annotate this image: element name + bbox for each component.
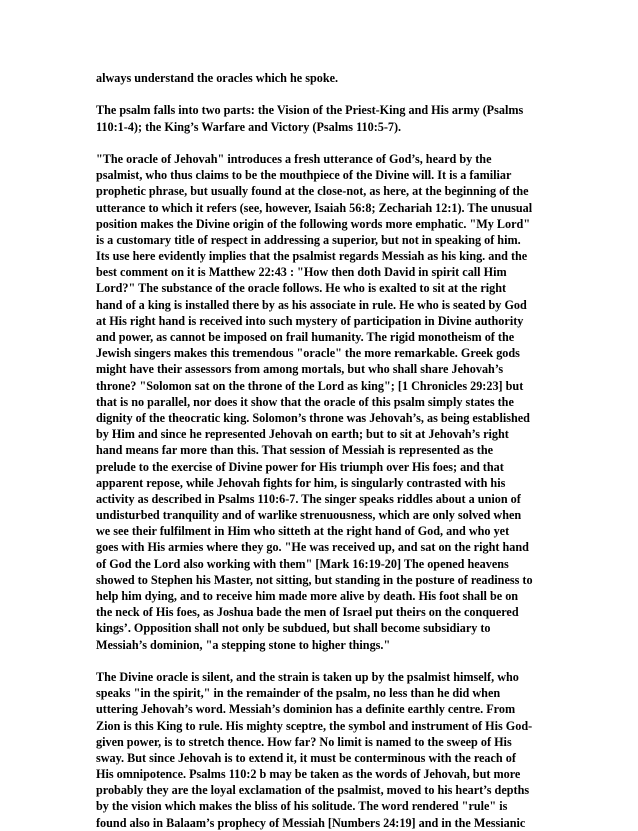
- text-line: "The oracle of Jehovah" introduces a fresh utterance of God’s, heard by the: [96, 151, 492, 166]
- text-line: dignity of the theocratic king. Solomon’s throne was Jehovah’s, as being established: [96, 410, 530, 425]
- text-line: Lord?" The substance of the oracle follows. He who is exalted to sit at the right: [96, 281, 507, 296]
- text-line: throne? "Solomon sat on the throne of the Lord as king"; [1 Chronicles 29:23] but: [96, 378, 524, 393]
- text-line: His omnipotence. Psalms 110:2 b may be taken as the words of Jehovah, but more: [96, 767, 521, 782]
- text-line: hand means far more than this. That session of Messiah is represented as the: [96, 443, 494, 458]
- text-line: kings’. Opposition shall not only be subdued, but shall become subsidiary to: [96, 621, 491, 636]
- text-line: the neck of His foes, as Joshua bade the men of Israel put theirs on the conquered: [96, 605, 519, 620]
- text-line: probably they are the loyal exclamation of the psalmist, moved to his heart’s depths: [96, 783, 530, 798]
- text-line: is a customary title of respect in addressing a superior, but not in speaking of him.: [96, 232, 521, 247]
- text-line: Zion is this King to rule. His mighty sceptre, the symbol and instrument of His God-: [96, 718, 533, 733]
- text-line: always understand the oracles which he spoke.: [96, 71, 339, 85]
- paragraph: [96, 102, 548, 134]
- text-line: Its use here evidently implies that the psalmist regards Messiah as his king. and the: [96, 249, 528, 264]
- text-line: sway. But since Jehovah is to extend it, it must be conterminous with the reach of: [96, 750, 516, 765]
- text-line: of God the Lord also working with them" [Mark 16:19-20] The opened heavens: [96, 556, 509, 571]
- text-line: The Divine oracle is silent, and the strain is taken up by the psalmist himself, who: [96, 669, 519, 684]
- text-line: showed to Stephen his Master, not sitting, but standing in the posture of readiness to: [96, 572, 533, 587]
- text-line: might have their assessors from among mortals, but who shall share Jehovah’s: [96, 362, 504, 377]
- document-page: [96, 70, 548, 831]
- text-line: Jewish singers makes this tremendous "oracle" the more remarkable. Greek gods: [96, 346, 520, 361]
- text-line: activity as described in Psalms 110:6-7. The singer speaks riddles about a union of: [96, 491, 521, 506]
- text-line: best comment on it is Matthew 22:43 : "How then doth David in spirit call Him: [96, 265, 507, 280]
- text-line: given power, is to stretch thence. How far? No limit is named to the sweep of His: [96, 734, 512, 749]
- text-line: and power, as cannot be imposed on frail humanity. The rigid monotheism of the: [96, 330, 515, 344]
- text-line: psalmist, who thus claims to be the mouthpiece of the Divine will. It is a familiar: [96, 168, 512, 183]
- text-line: we see their fulfilment in Him who sitteth at the right hand of God, and who yet: [96, 524, 510, 539]
- text-line: help him dying, and to receive him made more alive by death. His foot shall be on: [96, 589, 519, 603]
- text-line: found also in Balaam’s prophecy of Messiah [Numbers 24:19] and in the Messianic: [96, 815, 526, 830]
- text-line: goes with His armies where they go. "He was received up, and sat on the right hand: [96, 540, 529, 555]
- text-line: prelude to the exercise of Divine power for His triumph over His foes; and that: [96, 459, 504, 474]
- text-line: position makes the Divine origin of the following words more emphatic. "My Lord": [96, 216, 531, 231]
- paragraph: [96, 151, 548, 653]
- text-line: at His right hand is received into such mystery of participation in Divine authority: [96, 313, 524, 328]
- text-line: by the vision which makes the bliss of his solitude. The word rendered "rule" is: [96, 799, 508, 814]
- paragraph-gap: [96, 653, 548, 669]
- text-line: The psalm falls into two parts: the Vision of the Priest-King and His army (Psalms: [96, 103, 524, 118]
- text-line: apparent repose, while Jehovah fights for him, is singularly contrasted with his: [96, 475, 506, 490]
- paragraph: [96, 70, 548, 86]
- text-line: by Him and since he represented Jehovah on earth; but to sit at Jehovah’s right: [96, 427, 509, 442]
- text-line: prophetic phrase, but usually found at the close-not, as here, at the beginning of the: [96, 184, 529, 199]
- text-line: uttering Jehovah’s word. Messiah’s dominion has a definite earthly centre. From: [96, 702, 516, 717]
- paragraph-gap: [96, 135, 548, 151]
- text-line: hand of a king is installed there by as his associate in rule. He who is seated by God: [96, 297, 527, 312]
- text-line: that is no parallel, nor does it show that the oracle of this psalm simply states the: [96, 394, 514, 409]
- text-line: Messiah’s dominion, "a stepping stone to higher things.": [96, 637, 391, 652]
- text-line: utterance to which it refers (see, however, Isaiah 56:8; Zechariah 12:1). The unusual: [96, 200, 533, 215]
- text-line: undisturbed tranquility and of warlike strenuousness, which are only solved when: [96, 508, 522, 523]
- paragraph: [96, 669, 548, 831]
- text-line: speaks "in the spirit," in the remainder of the psalm, no less than he did when: [96, 686, 501, 701]
- paragraph-gap: [96, 86, 548, 102]
- text-line: 110:1-4); the King’s Warfare and Victory (Psalms 110:5-7).: [96, 119, 402, 134]
